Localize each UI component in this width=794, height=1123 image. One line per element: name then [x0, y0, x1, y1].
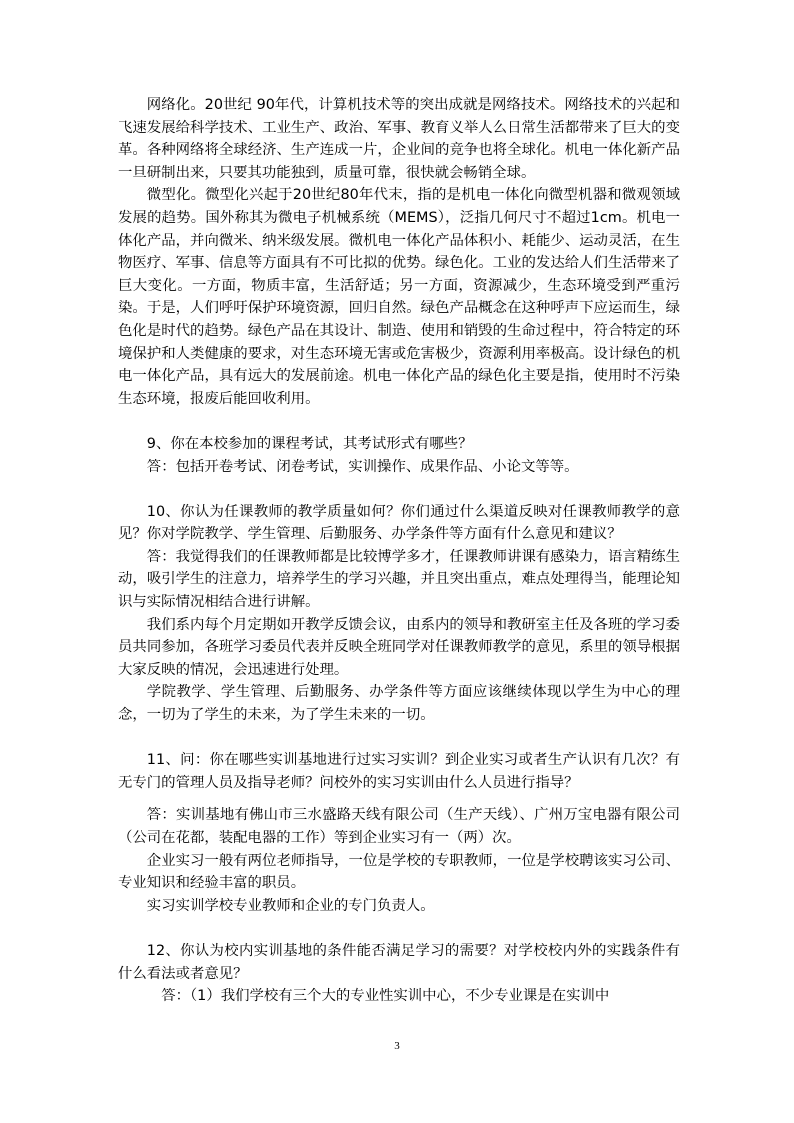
answer-11-guidance: 企业实习一般有两位老师指导，一位是学校的专职教师，一位是学校聘该实习公司、专业知识和经验丰富的职员。: [118, 852, 680, 892]
paragraph-networking: 网络化。20世纪 90年代，计算机技术等的突出成就是网络技术。网络技术的兴起和飞速发展给科学技术、工业生产、政治、军事、教育义举人么日常生活都带来了巨大的变革。各种网络将全球经济、生产连成一片，企业间的竞争也将全球化。机电一体化新产品一旦研制出来，只要其功能独到，质量可靠，很快就会畅销全球。: [118, 97, 680, 181]
question-12: 12、你认为校内实训基地的条件能否满足学习的需要？对学校校内外的实践条件有什么看法或者意见？: [118, 942, 680, 982]
page-number: 3: [394, 1040, 400, 1052]
answer-10: 答：我觉得我们的任课教师都是比较博学多才，任课教师讲课有感染力，语言精练生动，吸引学生的注意力，培养学生的学习兴趣，并且突出重点，难点处理得当，能理论知识与实际情况相结合进行讲解。: [118, 548, 680, 611]
page-body: [118, 94, 680, 1008]
answer-10-feedback: 我们系内每个月定期如开教学反馈会议，由系内的领导和教研室主任及各班的学习委员共同参加，各班学习委员代表并反映全班同学对任课教师教学的意见，系里的领导根据大家反映的情况，会迅速进行处理。: [118, 616, 680, 678]
answer-10-suggestion: 学院教学、学生管理、后勤服务、办学条件等方面应该继续体现以学生为中心的理念，一切为了学生的未来，为了学生未来的一切。: [118, 684, 680, 724]
spacer: [118, 410, 680, 433]
spacer: [118, 727, 680, 750]
answer-9: 答：包括开卷考试、闭卷考试，实训操作、成果作品、小论文等等。: [146, 458, 579, 475]
question-9: 9、你在本校参加的课程考试，其考试形式有哪些？: [146, 435, 473, 452]
answer-12: 答：（1）我们学校有三个大的专业性实训中心，不少专业课是在实训中: [161, 988, 610, 1005]
question-11: 11、问：你在哪些实训基地进行过实习实训？到企业实习或者生产认识有几次？有无专门的管理人员及指导老师？问校外的实习实训由什么人员进行指导？: [118, 752, 680, 791]
question-10: 10、你认为任课教师的教学质量如何？你们通过什么渠道反映对任课教师教学的意见？你对学院教学、学生管理、后勤服务、办学条件等方面有什么意见和建议？: [118, 503, 680, 543]
spacer: [118, 917, 680, 940]
spacer: [118, 794, 680, 804]
paragraph-miniaturization-green: 微型化。微型化兴起于20世纪80年代末，指的是机电一体化向微型机器和微观领域发展的趋势。国外称其为微电子机械系统（MEMS），泛指几何尺寸不超过1cm。机电一体化产品，并向微米、纳米级发展。微机电一体化产品体积小、耗能少、运动灵活，在生物医疗、军事、信息等方面具有不可比拟的优势。绿色化。工业的发达给人们生活带来了巨大变化。一方面，物质丰富，生活舒适；另一方面，资源减少，生态环境受到严重污染。于是，人们呼吁保护环境资源，回归自然。绿色产品概念在这种呼声下应运而生，绿色化是时代的趋势。绿色产品在其设计、制造、使用和销毁的生命过程中，符合特定的环境保护和人类健康的要求，对生态环境无害或危害极少，资源利用率极高。设计绿色的机电一体化产品，具有远大的发展前途。机电一体化产品的绿色化主要是指，使用时不污染生态环境，报废后能回收利用。: [118, 187, 680, 407]
spacer: [118, 478, 680, 501]
answer-11-instructors: 实习实训学校专业教师和企业的专门负责人。: [146, 897, 435, 914]
answer-11: 答：实训基地有佛山市三水盛路天线有限公司（生产天线）、广州万宝电器有限公司（公司在花都，装配电器的工作）等到企业实习有一（两）次。: [118, 807, 680, 846]
